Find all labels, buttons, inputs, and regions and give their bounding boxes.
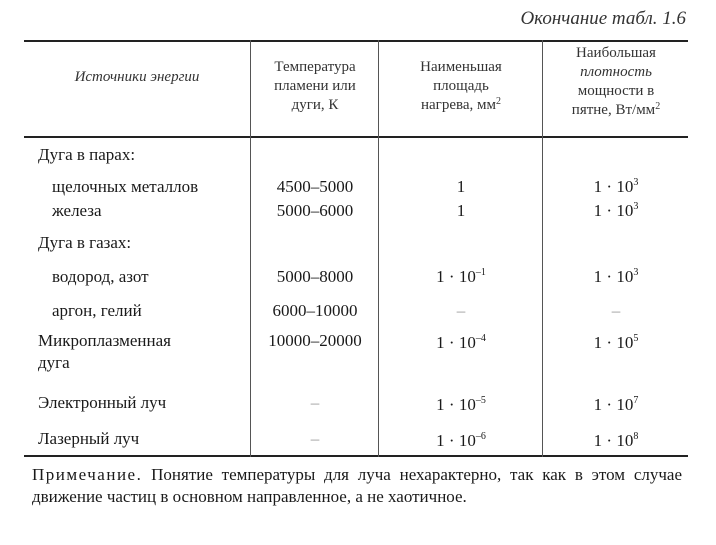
row-label-laser-beam: Лазерный луч bbox=[38, 429, 140, 448]
row-area-laser-beam bbox=[380, 430, 542, 452]
row-power-electron-beam bbox=[544, 394, 688, 416]
column-divider-2 bbox=[378, 40, 379, 457]
area-base: 1 · 10 bbox=[436, 267, 476, 286]
row-label-arc-vapors: Дуга в парах: bbox=[38, 145, 136, 164]
note-text: Понятие температуры для луча нехарактерно, так как в этом случае движение частиц в основном направленное, а не хаотичное. bbox=[32, 465, 682, 506]
row-temp-hydrogen-nitrogen: 5000–8000 bbox=[276, 267, 354, 286]
data-table bbox=[24, 40, 688, 457]
header-temperature bbox=[252, 58, 378, 115]
area-base: 1 · 10 bbox=[436, 431, 476, 450]
power-base: 1 · 10 bbox=[593, 177, 634, 196]
row-label-electron-beam: Электронный луч bbox=[38, 393, 167, 412]
header-min-area-unit: нагрева, мм bbox=[420, 97, 497, 113]
row-power-microplasma bbox=[544, 332, 688, 354]
header-min-area-exp: 2 bbox=[496, 96, 502, 107]
header-max-power-line1: Наибольшая bbox=[576, 45, 656, 61]
header-min-area bbox=[380, 58, 542, 115]
column-divider-3 bbox=[542, 40, 543, 457]
row-label-iron: железа bbox=[52, 201, 102, 220]
power-base: 1 · 10 bbox=[593, 431, 634, 450]
table-bottom-border bbox=[24, 455, 688, 457]
header-max-power-line2: плотность bbox=[580, 64, 652, 80]
header-temperature-line3: дуги, К bbox=[291, 97, 339, 113]
row-area-argon-helium: – bbox=[456, 301, 466, 320]
header-min-area-line3 bbox=[380, 96, 542, 115]
row-label-microplasma-line1: Микроплазменная bbox=[38, 331, 171, 350]
header-max-power-line3: мощности в bbox=[577, 83, 655, 99]
area-exp: –4 bbox=[475, 333, 486, 344]
power-base: 1 · 10 bbox=[593, 201, 634, 220]
area-exp: –5 bbox=[475, 395, 486, 406]
power-base: 1 · 10 bbox=[593, 267, 634, 286]
header-min-area-line1: Наименьшая bbox=[420, 59, 502, 75]
area-exp: –1 bbox=[475, 267, 486, 278]
row-temp-iron: 5000–6000 bbox=[276, 201, 354, 220]
header-temperature-line1: Температура bbox=[274, 59, 356, 75]
row-temp-argon-helium: 6000–10000 bbox=[272, 301, 358, 320]
power-exp: 3 bbox=[633, 267, 639, 278]
power-exp: 8 bbox=[633, 431, 639, 442]
header-min-area-line2: площадь bbox=[433, 78, 489, 94]
area-base: 1 · 10 bbox=[436, 395, 476, 414]
header-max-power-unit: пятне, Вт/мм bbox=[571, 102, 656, 118]
header-divider bbox=[24, 136, 688, 138]
row-label-argon-helium: аргон, гелий bbox=[52, 301, 142, 320]
table-caption: Окончание табл. 1.6 bbox=[520, 8, 686, 29]
power-base: 1 · 10 bbox=[593, 333, 634, 352]
row-temp-electron-beam: – bbox=[310, 393, 320, 412]
power-base: 1 · 10 bbox=[593, 395, 634, 414]
area-base: 1 · 10 bbox=[436, 333, 476, 352]
power-exp: 7 bbox=[633, 395, 639, 406]
row-label-microplasma-line2: дуга bbox=[38, 353, 70, 372]
row-label-arc-gases: Дуга в газах: bbox=[38, 233, 132, 252]
row-area-microplasma bbox=[380, 332, 542, 354]
header-temperature-line2: пламени или bbox=[274, 78, 356, 94]
row-power-alkali-metals bbox=[544, 176, 688, 198]
note-label: Примечание. bbox=[32, 465, 143, 484]
table-top-border bbox=[24, 40, 688, 42]
row-temp-laser-beam: – bbox=[310, 429, 320, 448]
header-energy-sources: Источники энергии bbox=[74, 69, 200, 85]
row-label-microplasma bbox=[38, 330, 171, 374]
header-max-power-line4 bbox=[544, 101, 688, 120]
row-power-iron bbox=[544, 200, 688, 222]
row-label-alkali-metals: щелочных металлов bbox=[52, 177, 199, 196]
power-exp: 3 bbox=[633, 177, 639, 188]
column-divider-1 bbox=[250, 40, 251, 457]
row-area-alkali-metals: 1 bbox=[456, 177, 466, 196]
row-power-argon-helium: – bbox=[611, 301, 621, 320]
row-power-laser-beam bbox=[544, 430, 688, 452]
power-exp: 5 bbox=[633, 333, 639, 344]
table-note bbox=[32, 464, 682, 508]
power-exp: 3 bbox=[633, 201, 639, 212]
row-temp-microplasma: 10000–20000 bbox=[268, 331, 362, 350]
row-area-electron-beam bbox=[380, 394, 542, 416]
header-max-power-exp: 2 bbox=[655, 101, 661, 112]
row-temp-alkali-metals: 4500–5000 bbox=[276, 177, 354, 196]
area-exp: –6 bbox=[475, 431, 486, 442]
row-area-hydrogen-nitrogen bbox=[380, 266, 542, 288]
row-area-iron: 1 bbox=[456, 201, 466, 220]
header-max-power bbox=[544, 44, 688, 120]
row-power-hydrogen-nitrogen bbox=[544, 266, 688, 288]
row-label-hydrogen-nitrogen: водород, азот bbox=[52, 267, 149, 286]
